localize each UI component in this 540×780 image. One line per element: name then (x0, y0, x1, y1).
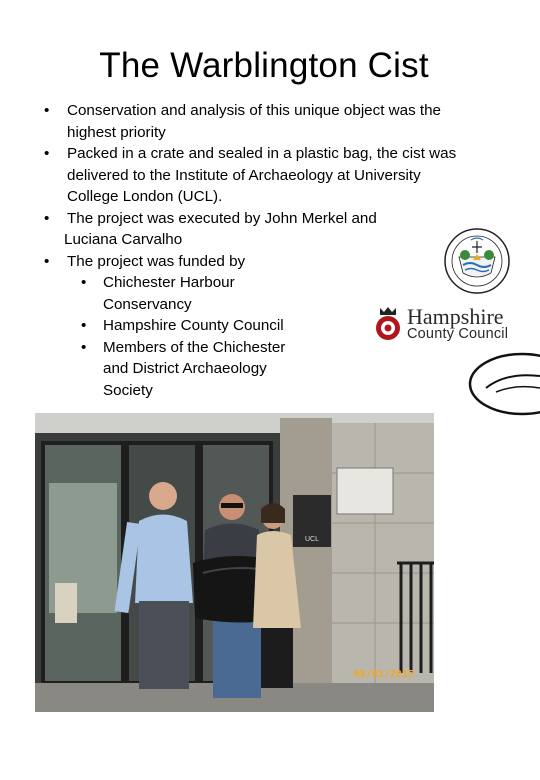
bullet-dot: • (44, 102, 50, 119)
bullet-line: and District Archaeology (103, 360, 267, 377)
page-title: The Warblington Cist (99, 46, 429, 85)
bullet-line: delivered to the Institute of Archaeology at University (67, 166, 421, 184)
bullet-line: Conservancy (103, 295, 192, 313)
hampshire-logo-name: Hampshire (407, 304, 504, 329)
partial-society-logo (466, 352, 540, 416)
bullet-dot: • (81, 338, 87, 356)
hampshire-county-council-logo (374, 303, 514, 343)
sub-bullet-item (44, 272, 353, 315)
bullet-item (44, 251, 494, 273)
bullet-line: highest priority (67, 123, 166, 141)
sub-bullet-item (44, 315, 353, 337)
bullet-list (44, 100, 494, 401)
bullet-dot: • (81, 274, 87, 291)
hampshire-crest-icon (374, 306, 402, 342)
bullet-dot: • (44, 145, 50, 162)
bullet-line: Society (103, 381, 153, 399)
photo-scene (35, 413, 434, 712)
delivery-photo (35, 413, 434, 712)
bullet-item (44, 100, 494, 143)
bullet-item (44, 208, 494, 230)
chichester-harbour-seal-logo (443, 227, 511, 295)
bullet-dot: • (44, 209, 50, 227)
bullet-dot: • (81, 317, 87, 334)
bullet-line: Conservation and analysis of this unique object was the (67, 102, 442, 119)
bullet-line: Members of the Chichester (103, 338, 286, 356)
bullet-line: Luciana Carvalho (64, 231, 183, 248)
bullet-line: Chichester Harbour (103, 274, 235, 291)
ucl-plaque-text: UCL (305, 536, 320, 543)
bullet-line: Hampshire County Council (103, 317, 284, 334)
bullet-line: The project was funded by (67, 252, 246, 270)
bullet-line: College London (UCL). (67, 188, 223, 205)
sub-bullet-item (44, 337, 353, 402)
bullet-item (44, 143, 494, 208)
bullet-dot: • (44, 252, 50, 270)
bullet-line: Packed in a crate and sealed in a plastic bag, the cist was (67, 145, 457, 162)
hampshire-logo-subtitle: County Council (407, 326, 509, 342)
photo-date-stamp: 08/01/2015 (353, 669, 414, 680)
bullet-line: The project was executed by John Merkel and (67, 209, 377, 227)
